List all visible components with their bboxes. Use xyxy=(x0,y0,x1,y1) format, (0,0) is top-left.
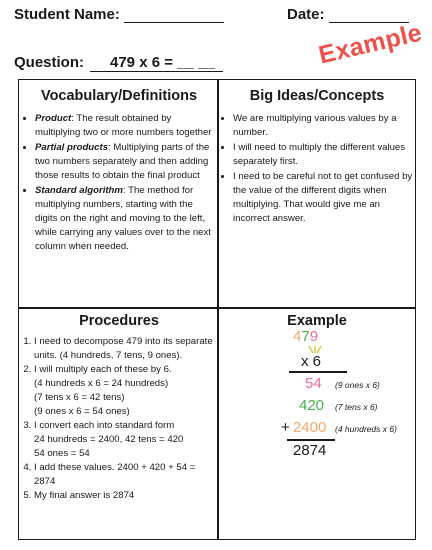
tens-digit: 7 xyxy=(301,328,310,345)
procedure-step xyxy=(34,419,215,461)
procedure-step xyxy=(34,335,215,363)
arrow-hundreds xyxy=(309,346,313,353)
final-total: 2874 xyxy=(293,442,327,459)
step-line: 24 hundreds = 2400, 42 tens = 420 xyxy=(34,434,184,445)
frayer-grid xyxy=(18,79,416,540)
vocab-definition: : The result obtained by multiplying two or more numbers together xyxy=(35,113,212,138)
student-name-line[interactable] xyxy=(124,8,224,23)
partial-note-ones: (9 ones x 6) xyxy=(335,380,380,390)
idea-item: • I need to be careful not to get confused by the value of the different digits when multiplying. That would give me an incorrect answer. xyxy=(233,170,413,226)
step-line: (4 hundreds x 6 = 24 hundreds) xyxy=(34,378,169,389)
hundreds-digit: 4 xyxy=(293,328,302,345)
multiplier: x 6 xyxy=(301,353,322,370)
vocab-term: Standard algorithm xyxy=(35,185,123,196)
vocabulary-title: Vocabulary/Definitions xyxy=(40,88,198,104)
procedures-list xyxy=(23,335,215,503)
step-line: 54 ones = 54 xyxy=(34,448,90,459)
plus-sign: + xyxy=(281,419,290,436)
vocab-term: Partial products xyxy=(35,142,109,153)
vocab-definition: : Multiplying parts of the two numbers separately and then adding those results to obtain the final product xyxy=(35,142,210,181)
partial-product-hundreds: 2400 xyxy=(293,419,327,436)
vocab-item xyxy=(35,141,215,183)
vocab-definition: : The method for multiplying numbers, starting with the digits on the right and moving to the left, while carrying any values over to the next column when needed. xyxy=(35,185,211,252)
procedures-panel xyxy=(23,313,215,537)
partial-product-ones: 54 xyxy=(305,375,322,392)
date-line[interactable] xyxy=(329,8,409,23)
date-label: Date: xyxy=(287,6,325,23)
ones-digit: 9 xyxy=(309,328,319,345)
step-line: (9 ones x 6 = 54 ones) xyxy=(34,406,130,417)
sum-rule xyxy=(287,439,335,441)
example-title: Example xyxy=(287,313,347,329)
question-row xyxy=(14,54,223,72)
big-ideas-panel xyxy=(221,88,413,304)
procedure-step xyxy=(34,461,215,489)
date-field xyxy=(287,6,409,23)
question-expression: 479 x 6 = __ __ xyxy=(90,54,223,72)
example-panel xyxy=(221,313,413,537)
big-ideas-title: Big Ideas/Concepts xyxy=(249,88,385,104)
step-line: (7 tens x 6 = 42 tens) xyxy=(34,392,125,403)
vocab-term: Product xyxy=(35,113,72,124)
question-label: Question: xyxy=(14,54,84,71)
product-rule-top xyxy=(289,371,347,373)
procedure-step xyxy=(34,363,215,419)
vocabulary-list xyxy=(23,112,215,254)
example-stamp: Example xyxy=(316,18,425,70)
procedures-title: Procedures xyxy=(79,313,159,329)
multiplicand xyxy=(293,328,318,345)
step-line: 5. My final answer is 2874 xyxy=(34,490,135,501)
arrow-ones xyxy=(317,346,321,353)
grid-divider-vertical xyxy=(217,80,219,539)
vocabulary-panel xyxy=(23,88,215,304)
partial-note-hundreds: (4 hundreds x 6) xyxy=(335,424,397,434)
vocab-item xyxy=(35,184,215,254)
step-line: 4. I add these values. 2400 + 420 + 54 = 2874 xyxy=(34,462,196,487)
idea-item: • We are multiplying various values by a number. xyxy=(233,112,413,140)
procedure-step xyxy=(34,489,215,503)
student-name-label: Student Name: xyxy=(14,6,120,23)
grid-divider-horizontal xyxy=(19,307,415,309)
idea-item: • I will need to multiply the different values separately first. xyxy=(233,141,413,169)
step-line: 1. I need to decompose 479 into its separate units. (4 hundreds, 7 tens, 9 ones). xyxy=(34,336,213,361)
vocab-item xyxy=(35,112,215,140)
partial-note-tens: (7 tens x 6) xyxy=(335,402,378,412)
big-ideas-list xyxy=(221,112,413,226)
partial-product-tens: 420 xyxy=(299,397,325,414)
step-line: 2. I will multiply each of these by 6. xyxy=(34,364,172,375)
student-name-field xyxy=(14,6,224,23)
step-line: 3. I convert each into standard form xyxy=(34,420,175,431)
